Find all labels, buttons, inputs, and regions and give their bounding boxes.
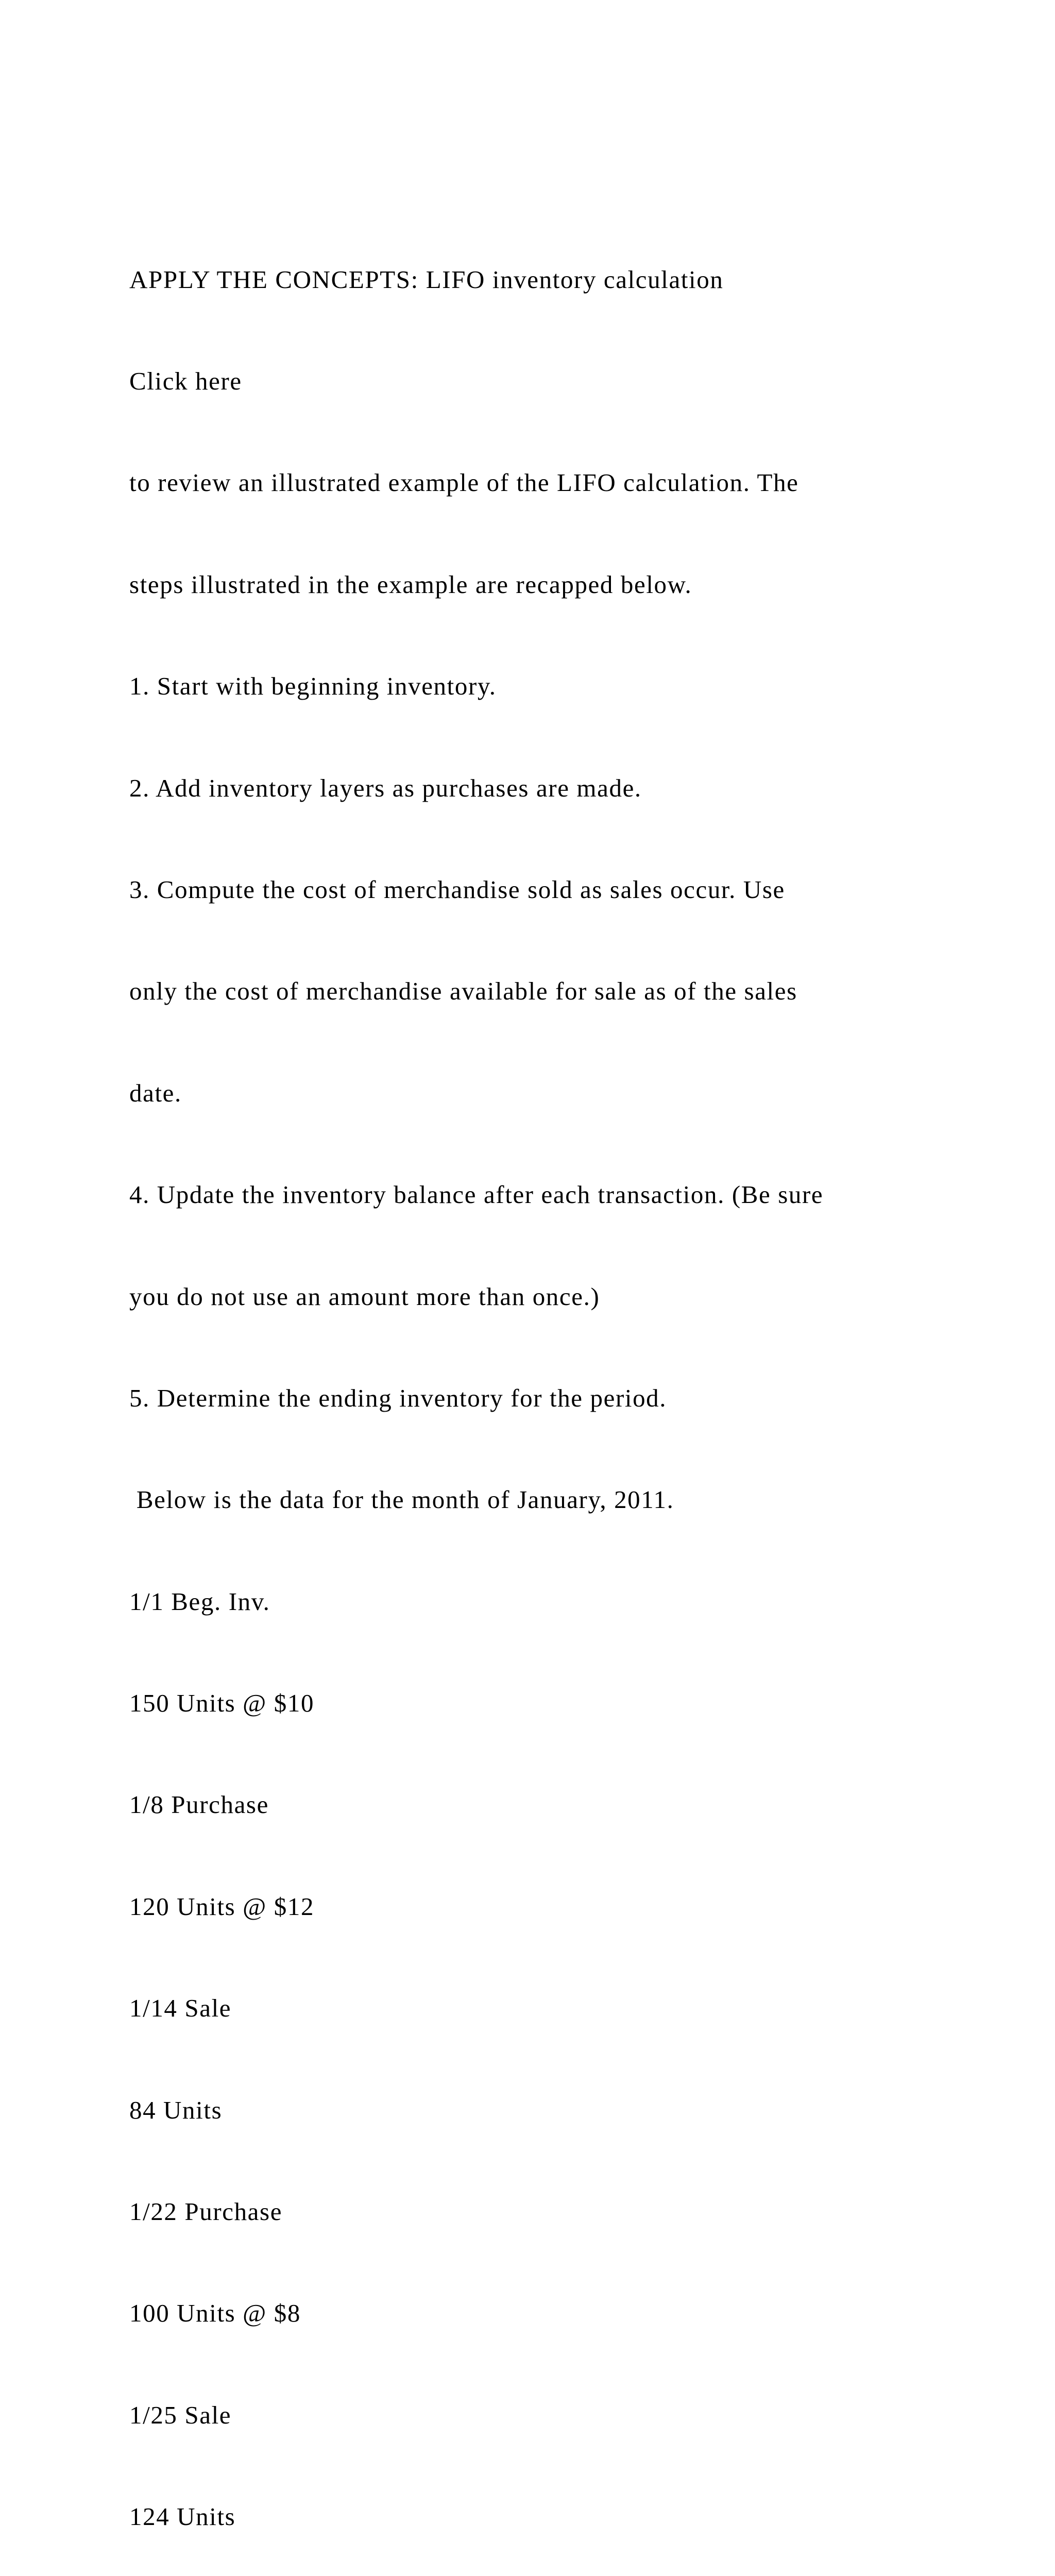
intro-line-2: steps illustrated in the example are recapped below. [129, 570, 692, 599]
step-line-1: 1. Start with beginning inventory. [129, 672, 497, 701]
transaction-line-8: 100 Units @ $8 [129, 2299, 301, 2328]
step-line-3: 3. Compute the cost of merchandise sold as sales occur. Use [129, 875, 785, 904]
transaction-line-3: 1/8 Purchase [129, 1790, 269, 1819]
document-title: APPLY THE CONCEPTS: LIFO inventory calculation [129, 265, 724, 294]
transaction-line-7: 1/22 Purchase [129, 2197, 283, 2226]
step-line-7: you do not use an amount more than once.) [129, 1282, 600, 1311]
transaction-line-1: 1/1 Beg. Inv. [129, 1587, 270, 1616]
step-line-4: only the cost of merchandise available for sale as of the sales [129, 977, 797, 1006]
step-line-8: 5. Determine the ending inventory for the period. [129, 1383, 667, 1412]
step-line-2: 2. Add inventory layers as purchases are made. [129, 773, 642, 802]
step-line-5: date. [129, 1078, 182, 1107]
transaction-line-6: 84 Units [129, 2095, 223, 2124]
click-here-link[interactable]: Click here [129, 366, 242, 395]
transaction-line-2: 150 Units @ $10 [129, 1689, 315, 1718]
document-body [129, 195, 954, 2576]
transaction-line-5: 1/14 Sale [129, 1994, 232, 2023]
data-intro-line: Below is the data for the month of January, 2011. [129, 1485, 674, 1514]
transaction-line-10: 124 Units [129, 2502, 236, 2531]
transaction-line-4: 120 Units @ $12 [129, 1892, 315, 1921]
step-line-6: 4. Update the inventory balance after each transaction. (Be sure [129, 1180, 824, 1209]
intro-line-1: to review an illustrated example of the LIFO calculation. The [129, 468, 799, 497]
transaction-line-9: 1/25 Sale [129, 2400, 232, 2429]
